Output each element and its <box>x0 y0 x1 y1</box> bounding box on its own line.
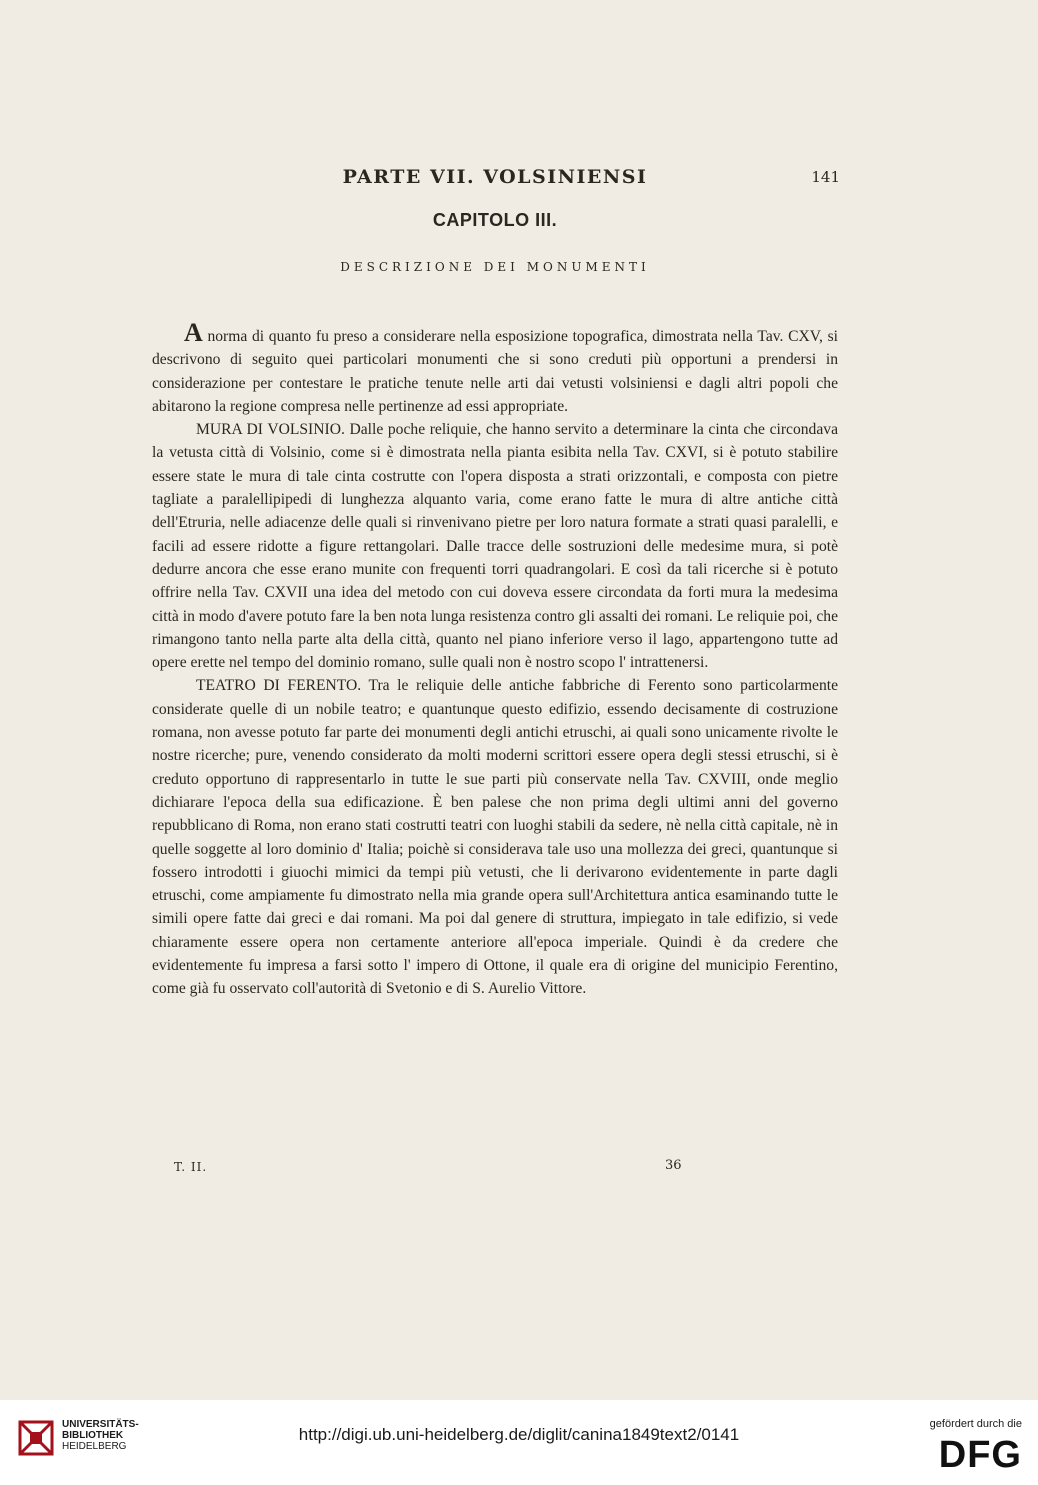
paragraph-teatro <box>152 674 838 1000</box>
library-name-line1: UNIVERSITÄTS- <box>62 1419 139 1430</box>
permalink-url[interactable]: http://digi.ub.uni-heidelberg.de/diglit/canina1849text2/0141 <box>298 1425 740 1444</box>
section-title: DESCRIZIONE DEI MONUMENTI <box>340 260 650 274</box>
volume-signature: T. II. <box>174 1160 208 1174</box>
sheet-signature: 36 <box>665 1158 682 1173</box>
funding-caption: gefördert durch die <box>929 1418 1022 1430</box>
page-number: 141 <box>811 168 840 186</box>
running-title: PARTE VII. VOLSINIENSI <box>342 166 648 188</box>
library-name-line3: HEIDELBERG <box>62 1441 127 1452</box>
paragraph-heading: TEATRO DI FERENTO. <box>196 677 362 695</box>
paragraph-heading: MURA DI VOLSINIO. <box>196 421 345 439</box>
dfg-logo[interactable]: DFG <box>938 1434 1022 1476</box>
running-head <box>150 166 840 192</box>
paragraph-text: Tra le reliquie delle antiche fabbriche di Ferento sono particolarmente considerate quelle di un nobile teatro; e quantunque questo edifizio, essendo decisamente di costruzione romana, non avesse potuto far parte dei monumenti degli antichi etruschi, ai quali sono unicamente rivolte le nostre ricerche; pure, venendo considerato da molti moderni scrittori essere opera degli stessi etruschi, si è creduto opportuno di rappresentarlo in tutte le sue parti più conservate nella Tav. CXVIII, onde meglio dichiarare l'epoca della sua edificazione. È ben palese che non prima degli ultimi anni del governo repubblicano di Roma, non erano stati costrutti teatri con luoghi stabili da sedere, nè nella città capitale, nè in quelle soggette al loro dominio d' Italia; poichè si considerava tale uso una mollezza dei greci, quantunque si fossero introdotti i giuochi mimici da tempi più vetusti, che li derivarono evidentemente in parte dagli etruschi, come ampiamente fu dimostrato nella mia grande opera sull'Architettura antica esaminando tutte le simili opere fatte dai greci e dai romani. Ma poi dal genere di struttura, impiegato in tale edifizio, si vede chiaramente essere opera non certamente anteriore all'epoca imperiale. Quindi è da credere che evidentemente fu impresa a farsi sotto l' impero di Ottone, il quale era di origine del municipio Ferentino, come già fu osservato coll'autorità di Svetonio e di S. Aurelio Vittore. <box>152 677 838 998</box>
drop-cap: A <box>184 318 203 347</box>
library-name-line2: BIBLIOTHEK <box>62 1430 124 1441</box>
paragraph-mura <box>152 418 838 674</box>
paragraph-text: Dalle poche reliquie, che hanno servito a determinare la cinta che circondava la vetusta città di Volsinio, come si è dimostrata nella pianta esibita nella Tav. CXVI, si è potuto stabilire essere state le mura di tale cinta costrutte con l'opera disposta a strati orizzontali, e composta con pietre tagliate a paralellipipedi di lunghezza alquanto varia, come erano fatte le mura di altre antiche città dell'Etruria, nelle adiacenze delle quali si rinvenivano pietre per loro natura formate a strati quasi paralelli, e facili ad essere ridotte a figure rettangolari. Dalle tracce delle sostruzioni delle medesime mura, si potè dedurre ancora che esse erano munite con frequenti torri quadrangolari. E così da tali ricerche si è potuto offrire nella Tav. CXVII una idea del metodo con cui doveva essere circondata da forti mura la medesima città in modo d'avere potuto fare la ben nota lunga resistenza contro gli assalti dei romani. Le reliquie poi, che rimangono tanto nella parte alta della città, quanto nel piano inferiore verso il lago, appartengono tutte ad opere erette nel tempo del dominio romano, sulle quali non è nostro scopo l' intrattenersi. <box>152 421 838 672</box>
body-text <box>152 320 838 1001</box>
paragraph-text: norma di quanto fu preso a considerare nella esposizione topografica, dimostrata nella Tav. CXV, si descrivono di seguito quei particolari monumenti che si sono creduti più opportuni a prendersi in considerazione per contestare le pratiche tenute nelle arti dai vetusti volsiniensi e dagli altri popoli che abitarono la regione compresa nelle pertinenze ad essi appropriate. <box>152 328 838 415</box>
paragraph-intro <box>152 320 838 418</box>
footer-bar <box>0 1400 1038 1485</box>
chapter-title: CAPITOLO III. <box>432 210 558 230</box>
